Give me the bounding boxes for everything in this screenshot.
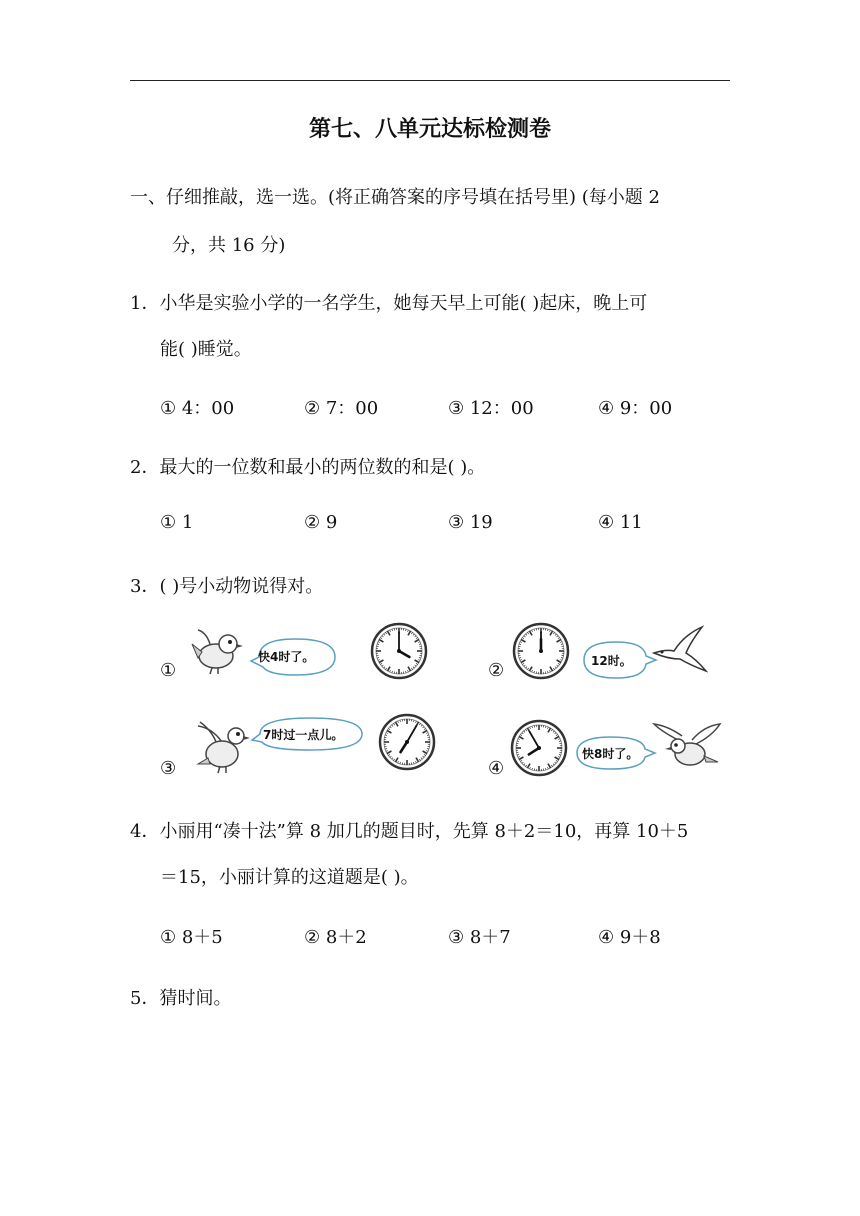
q4-text-line1: 4．小丽用“凑十法”算 8 加几的题目时，先算 8＋2＝10，再算 10＋5: [130, 821, 689, 842]
q3-panel2-marker[interactable]: ②: [488, 660, 505, 681]
q1-option-2[interactable]: ② 7：00: [304, 398, 379, 419]
q4-text-line2: ＝15，小丽计算的这道题是( )。: [160, 867, 419, 888]
q3-panel1-bubble-text: 快4时了。: [258, 650, 315, 664]
q4-option-4[interactable]: ④ 9＋8: [598, 927, 661, 948]
swallow-icon: [652, 625, 708, 675]
q3-panel4-bubble-text: 快8时了。: [582, 747, 639, 761]
q4-option-3[interactable]: ③ 8＋7: [448, 927, 511, 948]
clock-icon: [378, 713, 436, 771]
q3-panel3-marker[interactable]: ③: [160, 758, 177, 779]
q4-option-1[interactable]: ① 8＋5: [160, 927, 223, 948]
q2-option-2[interactable]: ② 9: [304, 512, 338, 533]
clock-icon: [370, 622, 428, 680]
q2-option-1[interactable]: ① 1: [160, 512, 194, 533]
q2-option-3[interactable]: ③ 19: [448, 512, 493, 533]
q3-panel1-marker[interactable]: ①: [160, 660, 177, 681]
clock-icon: [510, 719, 568, 777]
bird-icon: [192, 716, 254, 776]
q1-option-4[interactable]: ④ 9：00: [598, 398, 673, 419]
section-heading-line1: 一、仔细推敲，选一选。(将正确答案的序号填在括号里) (每小题 2: [130, 187, 660, 208]
bird-icon: [652, 718, 722, 774]
q2-option-4[interactable]: ④ 11: [598, 512, 643, 533]
page-title: 第七、八单元达标检测卷: [308, 117, 551, 142]
q1-text-line1: 1．小华是实验小学的一名学生，她每天早上可能( )起床，晚上可: [130, 293, 648, 314]
q1-option-1[interactable]: ① 4：00: [160, 398, 235, 419]
q3-text: 3．( )号小动物说得对。: [130, 576, 324, 597]
q3-panel4-marker[interactable]: ④: [488, 758, 505, 779]
q1-text-line2: 能( )睡觉。: [160, 339, 252, 360]
header-rule: [130, 80, 730, 81]
q4-option-2[interactable]: ② 8＋2: [304, 927, 367, 948]
q5-text: 5．猜时间。: [130, 988, 232, 1009]
q3-panel2-bubble-text: 12时。: [591, 654, 632, 668]
q1-option-3[interactable]: ③ 12：00: [448, 398, 534, 419]
clock-icon: [512, 622, 570, 680]
q3-panel3-bubble-text: 7时过一点儿。: [263, 728, 344, 742]
q2-text: 2．最大的一位数和最小的两位数的和是( )。: [130, 457, 486, 478]
section-heading-line2: 分，共 16 分): [172, 235, 286, 256]
